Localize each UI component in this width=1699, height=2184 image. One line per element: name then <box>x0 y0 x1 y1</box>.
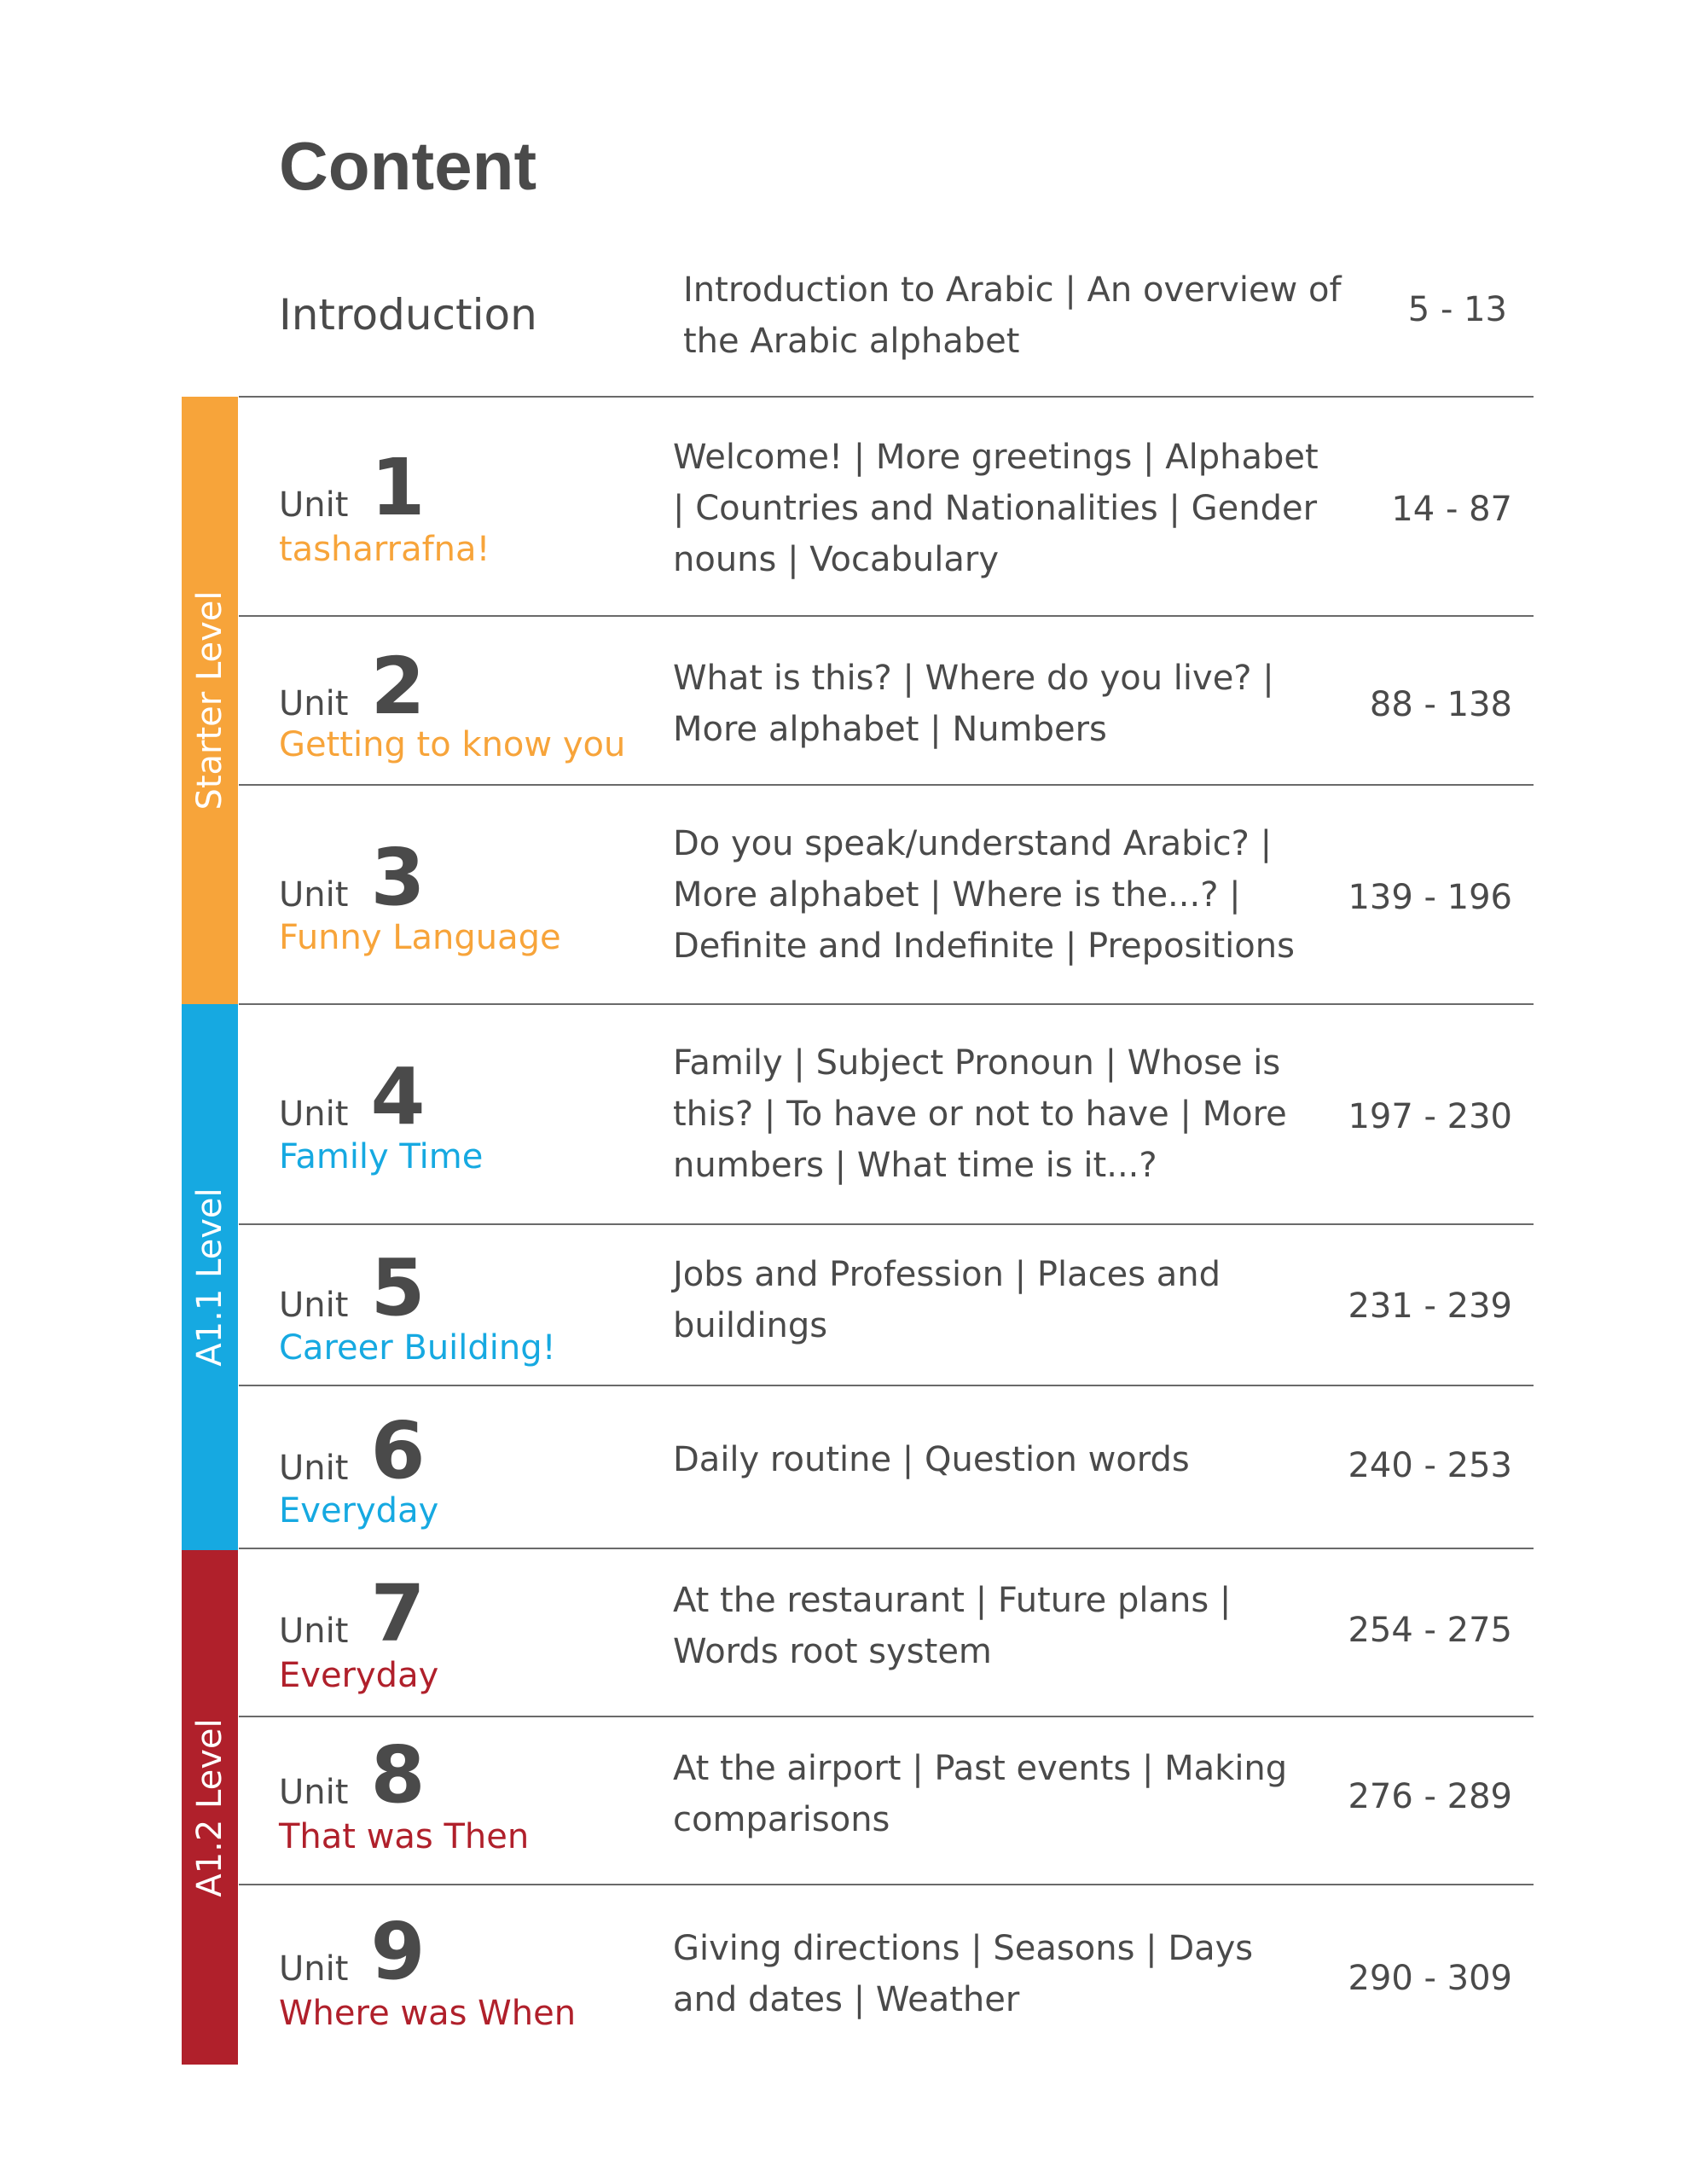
unit-pages: 231 - 239 <box>1348 1287 1512 1326</box>
unit-number: 3 <box>370 832 426 923</box>
unit-heading <box>279 1051 426 1142</box>
unit-word: Unit <box>279 684 349 723</box>
unit-heading <box>279 1729 426 1821</box>
unit-heading <box>279 1405 426 1496</box>
unit-heading <box>279 641 426 732</box>
unit-row <box>239 1885 1534 2065</box>
unit-heading <box>279 1906 426 1997</box>
unit-topics: Daily routine | Question words <box>673 1440 1190 1479</box>
unit-word: Unit <box>279 485 349 525</box>
unit-number: 4 <box>370 1051 426 1142</box>
unit-topics: At the restaurant | Future plans | Words root system <box>673 1581 1232 1671</box>
unit-topics: Do you speak/understand Arabic? | More alphabet | Where is the...? | Definite and Indefinite | Prepositions <box>673 824 1295 966</box>
unit-title: Everyday <box>279 1491 439 1531</box>
page-title: Content <box>279 128 537 204</box>
unit-heading <box>279 442 426 533</box>
unit-topics: Giving directions | Seasons | Days and dates | Weather <box>673 1929 1254 2019</box>
level-bar-starter <box>182 397 238 1004</box>
unit-row <box>239 786 1534 1003</box>
level-label: Starter Level <box>190 590 229 810</box>
level-label: A1.2 Level <box>190 1717 229 1897</box>
level-bar-a11 <box>182 1004 238 1550</box>
unit-number: 7 <box>370 1568 426 1659</box>
unit-number: 5 <box>370 1242 426 1333</box>
unit-number: 1 <box>370 442 426 533</box>
unit-title: Where was When <box>279 1994 577 2033</box>
unit-word: Unit <box>279 1773 349 1812</box>
unit-number: 6 <box>370 1405 426 1496</box>
unit-title: Funny Language <box>279 918 561 957</box>
unit-row <box>239 1549 1534 1716</box>
unit-pages: 139 - 196 <box>1348 878 1512 917</box>
unit-pages: 254 - 275 <box>1348 1611 1512 1650</box>
unit-word: Unit <box>279 1286 349 1325</box>
unit-row <box>239 1225 1534 1385</box>
level-bar-a12 <box>182 1550 238 2065</box>
unit-pages: 276 - 289 <box>1348 1777 1512 1816</box>
unit-number: 8 <box>370 1729 426 1821</box>
unit-word: Unit <box>279 1949 349 1989</box>
unit-title: Career Building! <box>279 1328 556 1368</box>
unit-number: 9 <box>370 1906 426 1997</box>
unit-topics: What is this? | Where do you live? | More alphabet | Numbers <box>673 659 1274 749</box>
unit-pages: 240 - 253 <box>1348 1446 1512 1485</box>
unit-heading <box>279 1568 426 1659</box>
intro-pages: 5 - 13 <box>1407 290 1507 329</box>
unit-pages: 290 - 309 <box>1348 1959 1512 1998</box>
unit-row <box>239 617 1534 784</box>
unit-heading <box>279 1242 426 1333</box>
unit-row <box>239 398 1534 615</box>
intro-label: Introduction <box>279 290 537 340</box>
unit-word: Unit <box>279 1449 349 1488</box>
unit-word: Unit <box>279 875 349 915</box>
unit-topics: At the airport | Past events | Making comparisons <box>673 1749 1288 1839</box>
unit-row <box>239 1005 1534 1223</box>
unit-title: Getting to know you <box>279 725 626 764</box>
unit-topics: Welcome! | More greetings | Alphabet | Countries and Nationalities | Gender nouns | Vocabulary <box>673 438 1319 579</box>
intro-topics: Introduction to Arabic | An overview of the Arabic alphabet <box>683 270 1342 361</box>
unit-title: That was Then <box>279 1817 530 1856</box>
unit-topics: Jobs and Profession | Places and buildings <box>673 1255 1221 1345</box>
unit-word: Unit <box>279 1095 349 1134</box>
unit-pages: 88 - 138 <box>1369 685 1512 724</box>
unit-title: Family Time <box>279 1137 484 1176</box>
unit-title: Everyday <box>279 1656 439 1695</box>
level-label: A1.1 Level <box>190 1188 229 1367</box>
unit-pages: 197 - 230 <box>1348 1097 1512 1136</box>
unit-word: Unit <box>279 1612 349 1651</box>
unit-pages: 14 - 87 <box>1391 490 1512 529</box>
unit-number: 2 <box>370 641 426 732</box>
unit-row <box>239 1717 1534 1884</box>
unit-title: tasharrafna! <box>279 530 490 569</box>
unit-heading <box>279 832 426 923</box>
unit-topics: Family | Subject Pronoun | Whose is this? | To have or not to have | More numbers | What time is it...? <box>673 1043 1287 1185</box>
unit-row <box>239 1386 1534 1548</box>
